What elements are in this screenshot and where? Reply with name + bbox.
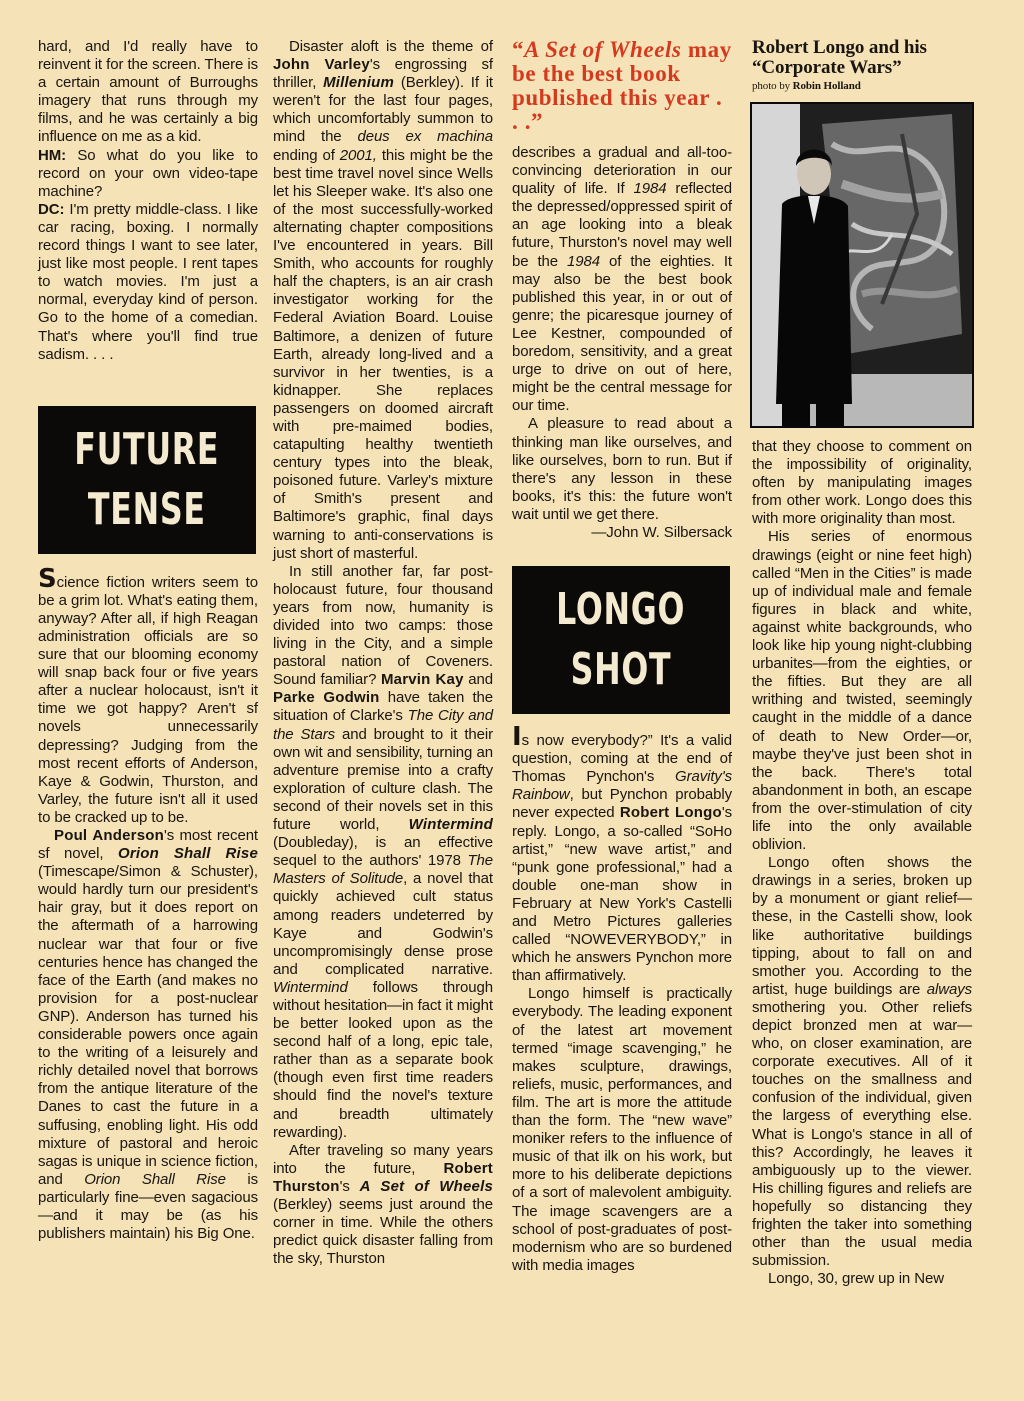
dc-text: I'm pretty middle-class. I like car racing, boxing. I normally record things I want to see later, just like most people. I rent tapes to watch movies. I'm just a normal, everyday kind of person. Go to the home of a comedian. That's where you'll find true sadism. . . . (38, 200, 258, 363)
longo-shot-line1: LONGO (556, 584, 686, 636)
longo-photo-illustration (752, 104, 972, 426)
deus-ex-machina: deus ex machina (357, 128, 493, 146)
longo-bio-paragraph: Longo, 30, grew up in New (768, 1270, 944, 1288)
text: , a novel that quickly achieved cult status among readers undeterred by Kaye and Godwin's uncompromisingly dense prose and complicated narrative. (273, 870, 493, 978)
text: , but Pynchon probably never expected (512, 786, 732, 822)
future-tense-line1: FUTURE (74, 423, 220, 475)
text: 's engrossing sf thriller, (273, 56, 493, 92)
credit-name: Robin Holland (792, 80, 861, 92)
wintermind-italic: Wintermind (273, 978, 348, 996)
text: 's (339, 1177, 360, 1195)
text: reflected the depressed/oppressed spirit of an age looking into a bleak future, Thurston's novel may well be the (512, 180, 733, 270)
thurston-paragraph (273, 1142, 493, 1269)
text: and brought to it their own wit and sensibility, turning an adventure premise into a crafty exploration of culture clash. The second of their novels set in this future world, (273, 725, 493, 834)
conclusion-paragraph: A pleasure to read about a thinking man like ourselves, and like ourselves, born to run. But if there's any lesson in these books, it's this: the future won't wait until we get there. (512, 415, 732, 523)
interview-answer (38, 201, 258, 364)
text: have taken the situation of Clarke's (273, 689, 494, 725)
author-godwin: Parke Godwin (273, 689, 380, 707)
always-italic: always (926, 980, 972, 998)
book-millenium: Millenium (323, 74, 395, 92)
text: s now everybody?” It's a valid question, coming at the end of Thomas Pynchon's (512, 732, 732, 786)
photo-caption-title: Robert Longo and his “Corporate Wars” (752, 37, 927, 78)
text: Disaster aloft is the theme of (289, 38, 493, 55)
clarke-title: The City and the Stars (273, 707, 494, 743)
pull-quote-text: may be the best book published this year . . .” (512, 37, 732, 134)
byline-signature: —John W. Silbersack (591, 523, 732, 541)
text: smothering you. Other reliefs depict bronzed men at war—who, on closer examination, are corporate executives. All of it touches on the smallness and confusion of the individual, given the largess of everything else. What is Longo's stance in all of this? Accordingly, he leaves it ambiguously up to the viewer. His chilling figures and reliefs are hopefully so distancing they frighten the taker into something other than the usual media submission. (752, 998, 972, 1270)
author-thurston: Robert Thurston (273, 1159, 493, 1195)
men-in-cities-paragraph: His series of enormous drawings (eight or nine feet high) called “Men in the Cities” is made up of individual male and female figures in black and white, against white backgrounds, who look like hip young night-clubbing urbanites—from the eighties, or the fifties. But they are all writhing and twisted, seemingly caught in the middle of a dance of death to New Order—or, maybe they've just been shot in the back. There's total abandonment in both, an escape from the over-stimulation of city life into the only available oblivion. (752, 528, 972, 854)
interview-question (38, 147, 258, 201)
text: (Timescape/Simon & Schuster), would hardly turn our president's hair gray, but it does report on the aftermath of a harrowing nuclear war that four or five centuries hence has changed the face of the Earth (and makes no provision for a post-nuclear GNP). Anderson has turned his considerable powers once again to the writing of a leisurely and richly detailed novel that borrows from the antique literature of the Danes to cast the future in a suffusing, enobling light. His odd mixture of pastoral and heroic sagas is unique in science fiction, and (38, 863, 258, 1188)
year-1984-b: 1984 (567, 252, 601, 270)
quote-mark: “ (512, 37, 525, 62)
column-2 (273, 38, 493, 1268)
book-orion: Orion Shall Rise (117, 845, 258, 863)
text: (Doubleday), is an effective sequel to the authors' 1978 (273, 834, 493, 870)
varley-paragraph (273, 38, 493, 563)
text: describes a gradual and all-too-convincing deterioration in our quality of life. If (512, 144, 732, 198)
text: of the eighties. It may also be the best book published this year, in or out of genre; the picaresque journey of Lee Kestner, compounded of boredom, sensitivity, and a great urge to drive on out of here, might be the central message for our time. (512, 252, 732, 415)
anderson-paragraph (38, 827, 258, 1243)
text: ending of (273, 146, 340, 164)
text: 's reply. Longo, a so-called “SoHo artist,” “new wave artist,” and “punk gone professional,” had a double one-man show in February at New York's Castelli and Metro Pictures galleries called “NOWEVERYBODY,” in which he answers Pynchon more than affirmatively. (512, 804, 732, 985)
hm-text: So what do you like to record on your own video-tape machine? (38, 146, 258, 200)
longo-shot-line2: SHOT (570, 644, 672, 696)
author-kay: Marvin Kay (380, 671, 464, 689)
column-4 (752, 38, 972, 1288)
longo-everybody-paragraph: Longo himself is practically everybody. The leading exponent of the latest art movement termed “image scavenging,” he makes sculpture, drawings, reliefs, music, performances, and film. The art is more the attitude than the form. The “new wave” moniker refers to the influence of music of that ilk on his work, but more to his deliberate depictions of a sort of malevolent ambiguity. The image scavengers are a school of post-graduates of post-modernism who are so burdened with media images (512, 985, 732, 1274)
year-1984: 1984 (633, 180, 667, 198)
dropcap-s: S (38, 563, 57, 594)
text: follows through without hesitation—in fact it might be better looked upon as the second half of a long, epic tale, rather than as a separate book (though even first time readers should find the novel's texture and breadth ultimately rewarding). (273, 978, 493, 1141)
gravitys-rainbow: Gravity's Rainbow (512, 768, 732, 804)
future-tense-heading (38, 406, 256, 554)
masters-title: The Masters of Solitude (273, 852, 493, 888)
credit-prefix: photo by (752, 80, 793, 92)
author-anderson: Poul Anderson (54, 827, 164, 844)
interview-paragraph: hard, and I'd really have to reinvent it for the screen. There is a certain amount of Burroughs imagery that runs through my films, and he was certainly a big influence on me as a kid. (38, 38, 258, 146)
author-varley: John Varley (273, 56, 370, 74)
pull-quote (512, 38, 732, 134)
intro-paragraph (38, 563, 258, 827)
thurston-review-paragraph (512, 144, 732, 415)
author-longo: Robert Longo (619, 804, 722, 822)
column-3 (512, 38, 732, 1275)
text: and (463, 671, 493, 689)
text: After traveling so many years into the future, (273, 1141, 493, 1177)
text: (Berkley) seems just around the corner in time. While the others predict quick disaster falling from the sky, Thurston (273, 1196, 493, 1268)
pull-quote-title: A Set of Wheels (524, 37, 682, 62)
dc-label: DC: (38, 200, 65, 218)
text: 's most recent sf novel, (38, 827, 258, 863)
kaye-godwin-paragraph (273, 563, 493, 1142)
text: (Berkley). If it weren't for the last four pages, which uncomfortably summon to mind the (273, 74, 493, 146)
text: In still another far, far post-holocaust future, four thousand years from now, humanity is divided into two camps: those living in the City, and a simple pastoral nation of Coveners. Sound familiar? (273, 562, 493, 689)
series-paragraph (752, 854, 972, 1270)
longo-shot-heading (512, 566, 730, 714)
book-wintermind: Wintermind (408, 816, 493, 834)
future-tense-line2: TENSE (88, 483, 206, 535)
year-2001: 2001, (339, 146, 377, 164)
text: this might be the best time travel novel since Wells let his Sleeper wake. It's also one of the most successfully-worked alternating chapter compositions I've encountered in years. Bill Smith, who accounts for roughly half the chapters, is an air crash investigator working for the Federal Aviation Board. Louise Baltimore, a denizen of future Earth, already long-lived and a survivor in her twenties, is a kidnapper. She replaces passengers on doomed aircraft with pre-maimed bodies, catapulting healthy twentieth century types into the bleak, poisoned future. Varley's mixture of Smith's present and Baltimore's graphic, final days warning to anti-conservations is just short of masterful. (273, 146, 493, 562)
hm-label: HM: (38, 146, 67, 164)
longo-intro-paragraph (512, 722, 732, 985)
intro-text: cience fiction writers seem to be a grim lot. What's eating them, anyway? After all, if high Reagan administration officials are so sure that our blooming economy will snap back four or five years after a nuclear holocaust, isn't it time we got happy? Aren't sf novels unnecessarily depressing? Judging from the most recent efforts of Anderson, Kaye & Godwin, Thurston, and Varley, the future isn't all it used to be cracked up to be. (38, 573, 258, 826)
photo-credit (752, 78, 972, 94)
book-set-of-wheels: A Set of Wheels (359, 1177, 493, 1195)
originality-paragraph: that they choose to comment on the impossibility of originality, often by manipulating images from other work. Longo does this with more originality than most. (752, 438, 972, 528)
book-orion-italic: Orion Shall Rise (84, 1170, 226, 1188)
text: Longo often shows the drawings in a series, broken up by a monument or giant relief—these, in the Castelli show, look like authoritative buildings tipping, about to fall on and smother you. According to the artist, huge buildings are (752, 854, 972, 998)
column-1 (38, 38, 258, 1243)
text: is particularly fine—even sagacious—and it may be (as his publishers maintain) his Big One. (38, 1170, 259, 1243)
dropcap-i: I (512, 722, 522, 753)
longo-photo (750, 102, 974, 428)
